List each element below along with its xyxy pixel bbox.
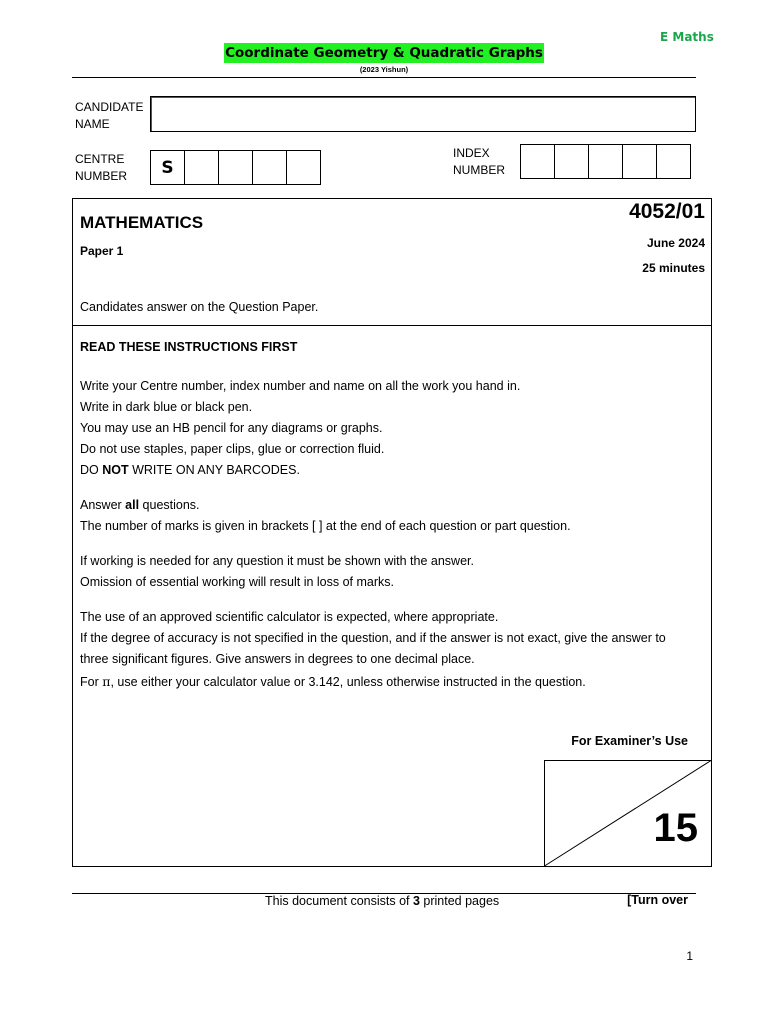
exam-date: June 2024 (646, 236, 705, 250)
instruction-line: If the degree of accuracy is not specified in the question, and if the answer is not exact, give the answer to (80, 631, 666, 645)
page-count-note (265, 894, 499, 908)
paper-number: Paper 1 (80, 244, 124, 258)
instruction-text: DO (80, 463, 103, 477)
index-number-digit-box[interactable] (554, 144, 589, 179)
instruction-line: Write your Centre number, index number and name on all the work you hand in. (80, 379, 521, 393)
instruction-emphasis: all (125, 498, 140, 512)
instruction-line (80, 498, 200, 512)
topic-title: Coordinate Geometry & Quadratic Graphs (225, 45, 543, 61)
exam-duration: 25 minutes (642, 261, 705, 275)
instruction-line: The number of marks is given in brackets [ ] at the end of each question or part question. (80, 519, 571, 533)
index-number-boxes (520, 144, 691, 179)
paper-code: 4052/01 (629, 200, 705, 223)
candidate-name-label-line1: CANDIDATE (75, 100, 144, 114)
source-note: (2023 Yishun) (359, 65, 409, 74)
page-count-text: This document consists of (265, 894, 413, 908)
instruction-text: Answer (80, 498, 126, 512)
centre-number-label (75, 151, 127, 185)
centre-number-digit-box[interactable] (252, 150, 287, 185)
candidate-name-label-line2: NAME (75, 117, 110, 131)
index-number-digit-box[interactable] (656, 144, 691, 179)
centre-number-label-line1: CENTRE (75, 152, 125, 166)
instruction-line: If working is needed for any question it must be shown with the answer. (80, 554, 474, 568)
frame-divider (72, 325, 712, 326)
candidate-name-label (75, 99, 143, 133)
centre-number-label-line2: NUMBER (75, 169, 128, 183)
page-count: 3 (412, 894, 420, 908)
centre-number-boxes (150, 150, 321, 185)
instructions-heading: READ THESE INSTRUCTIONS FIRST (80, 340, 298, 354)
instruction-text: For (80, 675, 103, 689)
instruction-line: Write in dark blue or black pen. (80, 400, 253, 414)
page-count-text: printed pages (419, 894, 500, 908)
instruction-line: You may use an HB pencil for any diagrams or graphs. (80, 421, 383, 435)
subject-title: MATHEMATICS (80, 213, 204, 232)
turn-over-note: [Turn over (627, 893, 688, 907)
centre-number-digit-box[interactable] (286, 150, 321, 185)
examiner-use-label: For Examiner’s Use (571, 734, 688, 748)
header-divider (72, 77, 696, 78)
index-number-label-line2: NUMBER (453, 163, 506, 177)
total-marks: 15 (653, 806, 698, 850)
instruction-text: questions. (139, 498, 200, 512)
index-number-digit-box[interactable] (622, 144, 657, 179)
instruction-line (80, 674, 586, 689)
centre-number-digit-box[interactable] (184, 150, 219, 185)
instruction-line (80, 463, 300, 477)
index-number-digit-box[interactable] (520, 144, 555, 179)
candidate-name-field[interactable] (150, 96, 696, 132)
answer-location-note: Candidates answer on the Question Paper. (80, 300, 319, 314)
subject-tag: E Maths (660, 30, 714, 44)
centre-number-digit-box[interactable] (218, 150, 253, 185)
index-number-label (453, 145, 505, 179)
instruction-line: Do not use staples, paper clips, glue or correction fluid. (80, 442, 385, 456)
instruction-line: three significant figures. Give answers in degrees to one decimal place. (80, 652, 475, 666)
centre-number-prefix: S (150, 150, 185, 185)
instruction-line: Omission of essential working will result in loss of marks. (80, 575, 394, 589)
instruction-line: The use of an approved scientific calculator is expected, where appropriate. (80, 610, 499, 624)
instruction-emphasis: NOT (102, 463, 129, 477)
index-number-digit-box[interactable] (588, 144, 623, 179)
pi-symbol: π (102, 674, 111, 689)
instruction-text: WRITE ON ANY BARCODES. (128, 463, 300, 477)
page-number: 1 (686, 949, 693, 963)
instruction-text: , use either your calculator value or 3.142, unless otherwise instructed in the question. (110, 675, 586, 689)
index-number-label-line1: INDEX (453, 146, 490, 160)
